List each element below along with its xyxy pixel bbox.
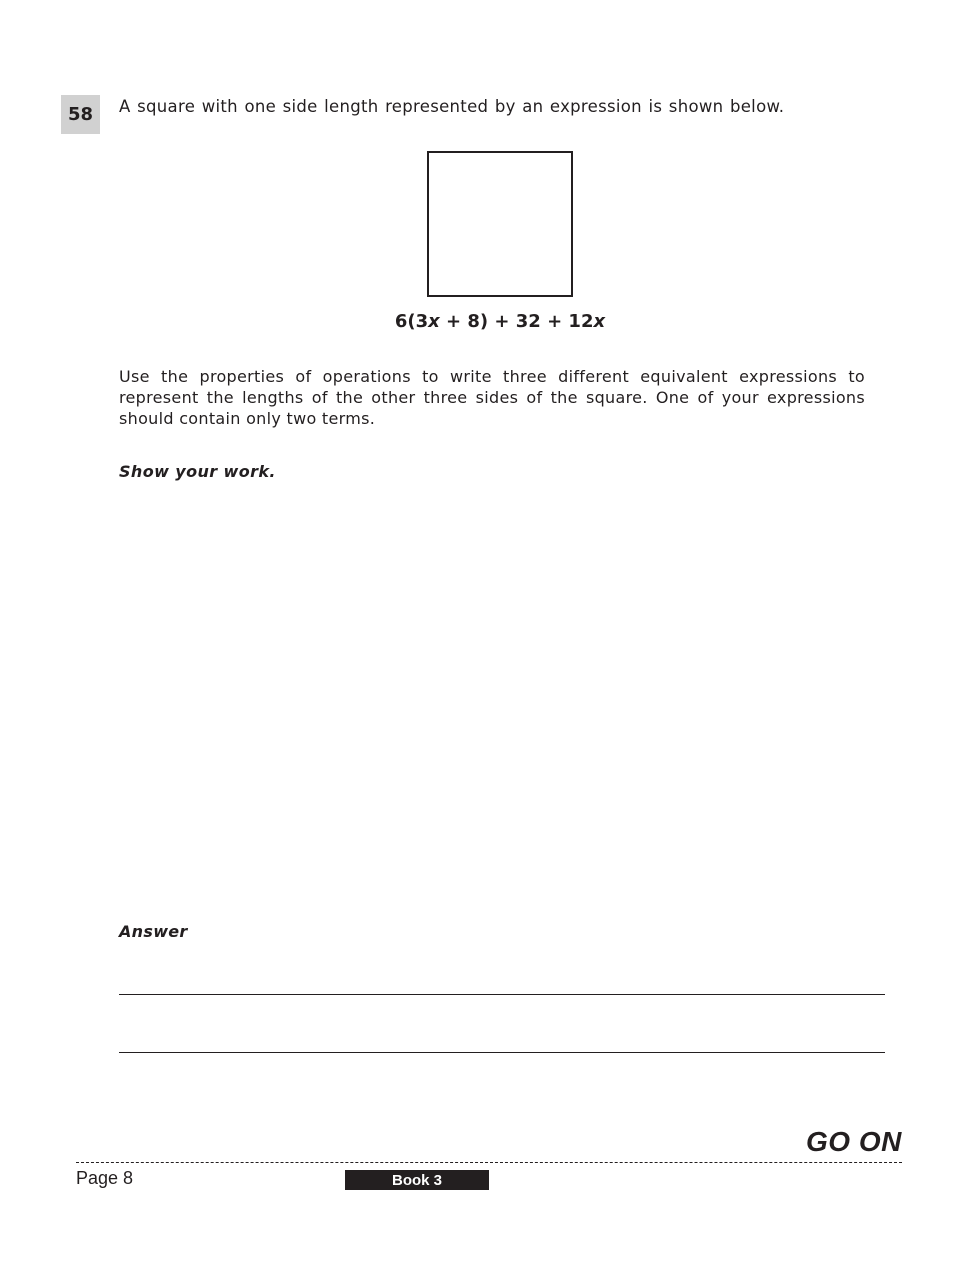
go-on-label: GO ON: [806, 1126, 902, 1157]
side-expression: [300, 311, 700, 332]
expr-variable-1: x: [428, 311, 440, 332]
expr-part-2: + 8) + 32 + 12: [439, 311, 594, 332]
answer-line-2[interactable]: [119, 1052, 885, 1053]
answer-label: Answer: [119, 922, 188, 941]
question-number-badge: 58: [61, 95, 100, 134]
answer-line-1[interactable]: [119, 994, 885, 995]
book-tab: Book 3: [345, 1170, 489, 1190]
instructions-text: Use the properties of operations to write three different equivalent expressions to represent the lengths of the other three sides of the square. One of your expressions should contain only two terms.: [119, 367, 865, 428]
dashed-divider: [76, 1162, 902, 1163]
expr-variable-2: x: [593, 311, 606, 332]
expr-part-1: 6(3: [394, 311, 429, 332]
square-figure: [427, 151, 573, 297]
page-number: Page 8: [76, 1168, 134, 1188]
show-work-label: Show your work.: [119, 462, 276, 481]
question-prompt: A square with one side length represented by an expression is shown below.: [119, 97, 785, 116]
